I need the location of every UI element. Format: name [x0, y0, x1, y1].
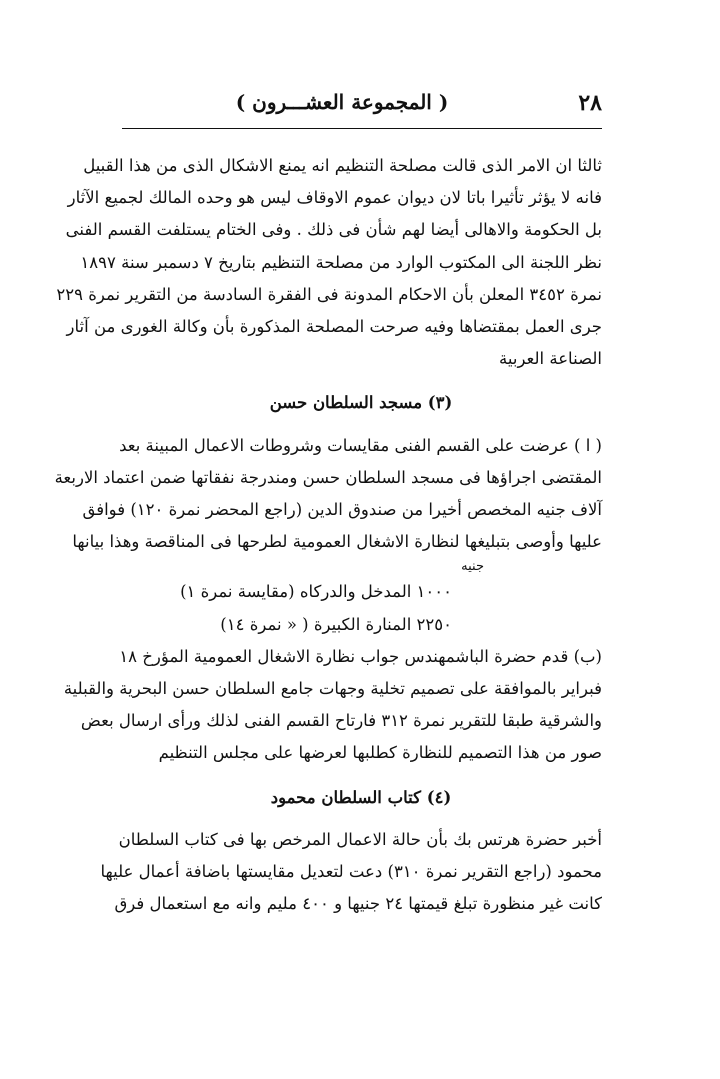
text-line: نمرة ٣٤٥٢ المعلن بأن الاحكام المدونة فى الفقرة السادسة من التقرير نمرة ٢٢٩ — [56, 284, 602, 304]
text-line: والشرقية طبقا للتقرير نمرة ٣١٢ فارتاح القسم الفنى لذلك ورأى ارسال بعض — [80, 711, 602, 731]
text-line: عليها وأوصى بتبليغها لنظارة الاشغال العمومية لطرحها فى المناقصة وهذا بيانها — [72, 532, 602, 552]
running-title: ( المجموعة العشـــرون ) — [235, 90, 449, 114]
cost-item: ١٠٠٠ المدخل والدركاه (مقايسة نمرة ١) — [180, 582, 452, 602]
text-line: جرى العمل بمقتضاها وفيه صرحت المصلحة المذكورة بأن وكالة الغورى من آثار — [66, 317, 602, 337]
paragraph-4 — [100, 824, 602, 921]
text-line: أخبر حضرة هرتس بك بأن حالة الاعمال المرخص بها فى كتاب السلطان — [118, 829, 602, 849]
page-number: ٢٨ — [578, 90, 602, 116]
text-line: نظر اللجنة الى المكتوب الوارد من مصلحة التنظيم بتاريخ ٧ دسمبر سنة ١٨٩٧ — [80, 252, 602, 272]
text-line: المقتضى اجراؤها فى مسجد السلطان حسن ومندرجة نفقاتها ضمن اعتماد الاربعة — [54, 467, 602, 487]
text-line: كانت غير منظورة تبلغ قيمتها ٢٤ جنيها و ٤٠٠ مليم وانه مع استعمال فرق — [114, 894, 602, 914]
text-line: بل الحكومة والاهالى أيضا لهم شأن فى ذلك . وفى الختام يستلفت القسم الفنى — [65, 220, 602, 240]
page-body — [54, 150, 602, 920]
text-line: ( ا ) عرضت على القسم الفنى مقايسات وشروطات الاعمال المبينة بعد — [119, 435, 602, 455]
text-line: ثالثا ان الامر الذى قالت مصلحة التنظيم انه يمنع الاشكال الذى من هذا القبيل — [83, 156, 602, 175]
header-rule — [122, 128, 602, 129]
text-line: (ب) قدم حضرة الباشمهندس جواب نظارة الاشغال العمومية المؤرخ ١٨ — [119, 646, 602, 666]
text-line: فانه لا يؤثر تأثيرا باتا لان ديوان عموم الاوقاف ليس هو وحده المالك لجميع الآثار — [67, 188, 602, 208]
text-line: صور من هذا التصميم للنظارة كطلبها لعرضها على مجلس التنظيم — [158, 743, 602, 763]
text-line: فبراير بالموافقة على تصميم تخلية وجهات جامع السلطان حسن البحرية والقبلية — [63, 679, 602, 699]
page-header — [122, 84, 602, 124]
text-line: الصناعة العربية — [499, 349, 602, 369]
paragraph-1 — [56, 150, 602, 375]
text-line: آلاف جنيه المخصص أخيرا من صندوق الدين (راجع المحضر نمرة ١٢٠) فوافق — [82, 500, 602, 520]
currency-header: جنيه — [461, 559, 484, 575]
section-heading-4: (٤) كتاب السلطان محمود — [270, 787, 452, 807]
paragraph-2 — [54, 430, 602, 559]
text-line: محمود (راجع التقرير نمرة ٣١٠) دعت لتعديل مقايستها باضافة أعمال عليها — [100, 862, 602, 882]
cost-item: ٢٢٥٠ المنارة الكبيرة ( « نمرة ١٤) — [220, 614, 452, 634]
section-heading-3: (٣) مسجد السلطان حسن — [269, 393, 453, 413]
paragraph-3 — [63, 641, 602, 770]
cost-items — [120, 558, 602, 640]
